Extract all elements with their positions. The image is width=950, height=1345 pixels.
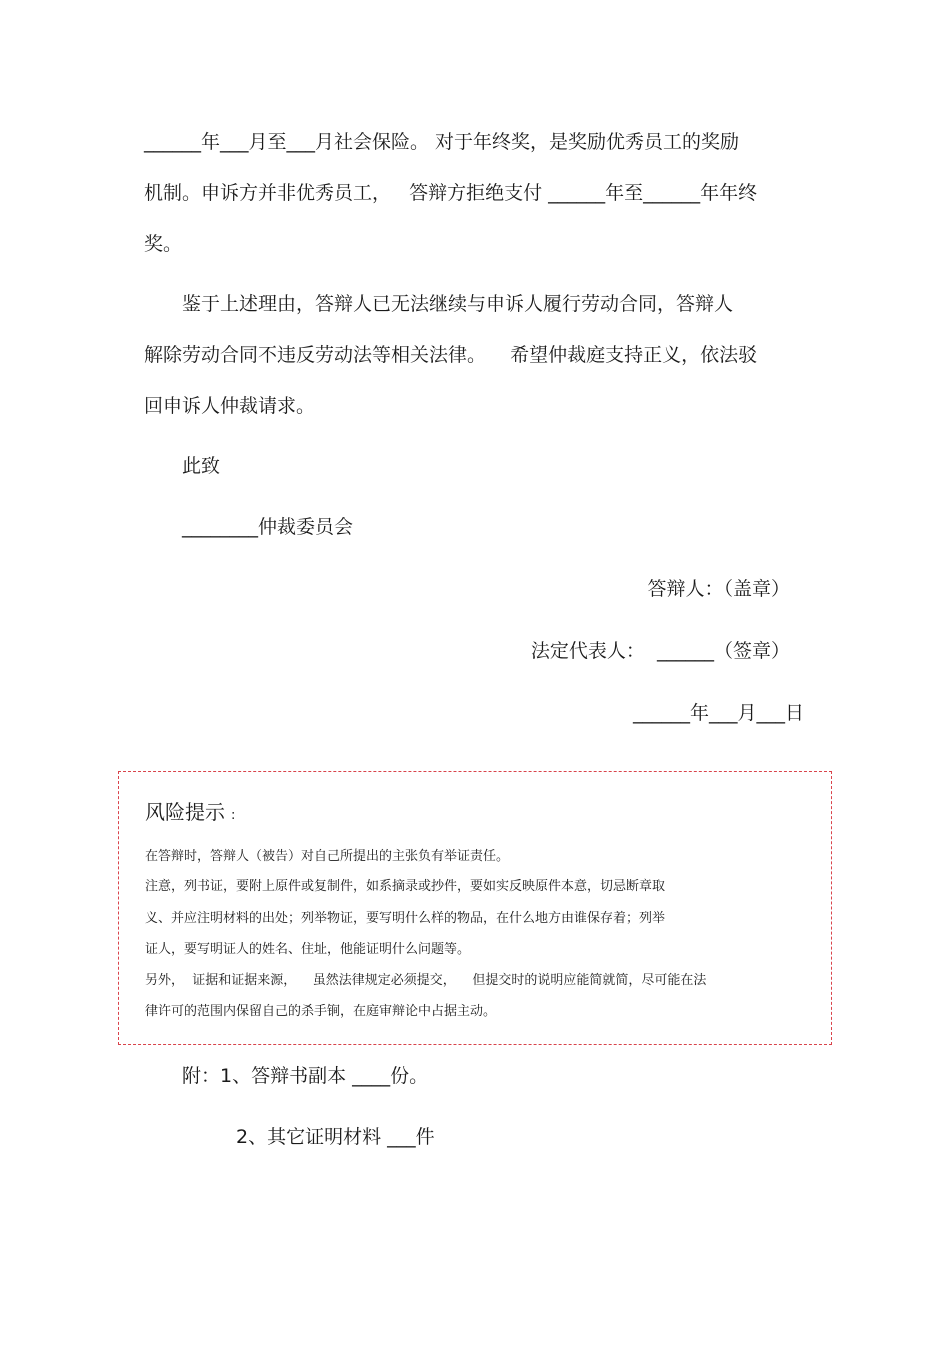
- risk-notice-line-5: 另外， 证据和证据来源， 虽然法律规定必须提交， 但提交时的说明应能简就简，尽可能在法: [145, 973, 707, 988]
- risk-notice-title: [145, 800, 235, 828]
- risk-notice-line-3: 义、并应注明材料的出处；列举物证，要写明什么样的物品，在什么地方由谁保存着；列举: [145, 911, 666, 926]
- salutation: 此致: [182, 455, 221, 477]
- risk-notice-title-text: 风险提示: [145, 800, 225, 824]
- risk-notice-line-2: 注意，列书证，要附上原件或复制件，如系摘录或抄件，要如实反映原件本意，切忌断章取: [145, 879, 666, 894]
- legal-rep-signature: 法定代表人： ______（签章）: [530, 640, 790, 662]
- risk-notice-line-6: 律许可的范围内保留自己的杀手锏，在庭审辩论中占据主动。: [145, 1004, 497, 1019]
- attachment-item-2: 2、其它证明材料 ___件: [236, 1126, 435, 1148]
- risk-notice-box: [118, 771, 832, 1045]
- addressee: ________仲裁委员会: [182, 516, 354, 538]
- body-line-1: ______年___月至___月社会保险。 对于年终奖，是奖励优秀员工的奖励: [144, 131, 740, 153]
- attachment-item-1: 附：1、答辩书副本 ____份。: [182, 1065, 429, 1087]
- signature-date: ______年___月___日: [632, 702, 804, 724]
- body-line-3: 奖。: [144, 233, 183, 255]
- body-line-4: 鉴于上述理由，答辩人已无法继续与申诉人履行劳动合同，答辩人: [182, 293, 734, 315]
- body-line-5: 解除劳动合同不违反劳动法等相关法律。 希望仲裁庭支持正义，依法驳: [144, 344, 758, 366]
- risk-notice-colon: :: [231, 808, 236, 823]
- risk-notice-line-4: 证人，要写明证人的姓名、住址，他能证明什么问题等。: [145, 942, 471, 957]
- respondent-signature: 答辩人：（盖章）: [647, 578, 790, 600]
- body-line-6: 回申诉人仲裁请求。: [144, 395, 316, 417]
- risk-notice-line-1: 在答辩时，答辩人（被告）对自己所提出的主张负有举证责任。: [145, 849, 510, 864]
- body-line-2: 机制。申诉方并非优秀员工， 答辩方拒绝支付 ______年至______年年终: [144, 182, 758, 204]
